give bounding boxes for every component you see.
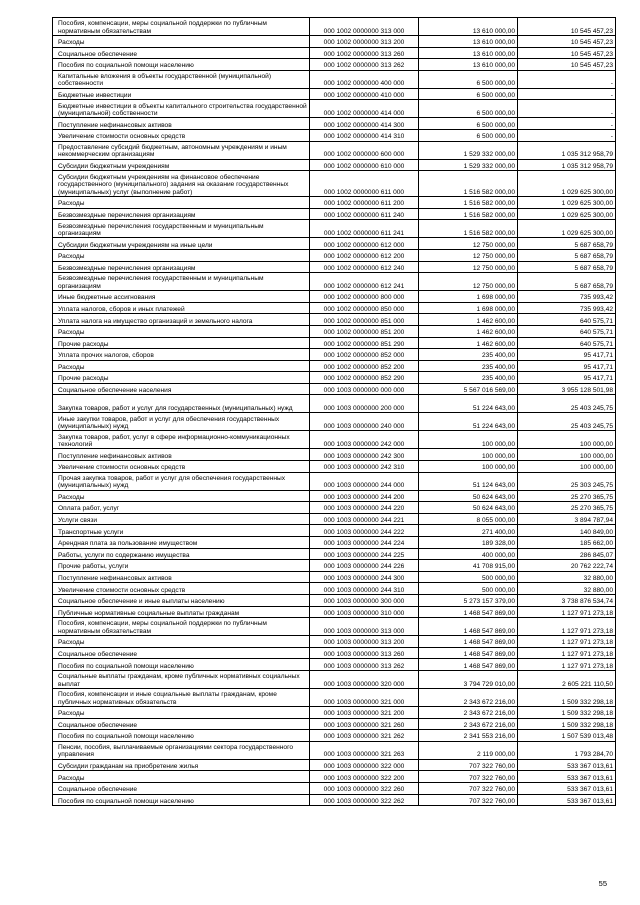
row-executed-amount: 185 662,00 bbox=[518, 537, 616, 549]
row-code: 000 1002 0000000 612 241 bbox=[310, 273, 419, 291]
row-name: Уплата налогов, сборов и иных платежей bbox=[53, 302, 310, 314]
table-row bbox=[53, 659, 616, 671]
table-row bbox=[53, 314, 616, 326]
row-name: Расходы bbox=[53, 636, 310, 648]
row-planned-amount: 707 322 760,00 bbox=[419, 771, 518, 783]
row-name: Оплата работ, услуг bbox=[53, 502, 310, 514]
row-executed-amount: 1 127 971 273,18 bbox=[518, 636, 616, 648]
budget-execution-table bbox=[52, 17, 616, 806]
row-name: Расходы bbox=[53, 771, 310, 783]
row-planned-amount: 1 468 547 869,00 bbox=[419, 659, 518, 671]
row-name: Пособия по социальной помощи населению bbox=[53, 794, 310, 806]
row-code: 000 1002 0000000 611 241 bbox=[310, 220, 419, 238]
row-name: Поступление нефинансовых активов bbox=[53, 118, 310, 130]
row-executed-amount: 25 303 245,75 bbox=[518, 472, 616, 490]
row-planned-amount: 13 610 000,00 bbox=[419, 36, 518, 48]
row-planned-amount: 2 119 000,00 bbox=[419, 741, 518, 759]
row-code: 000 1002 0000000 612 000 bbox=[310, 238, 419, 250]
row-planned-amount: 235 400,00 bbox=[419, 372, 518, 384]
row-executed-amount: 1 509 332 298,18 bbox=[518, 688, 616, 706]
row-executed-amount: 2 605 221 110,50 bbox=[518, 670, 616, 688]
row-code: 000 1003 0000000 244 300 bbox=[310, 571, 419, 583]
row-planned-amount: 6 500 000,00 bbox=[419, 70, 518, 88]
row-planned-amount: 1 529 332 000,00 bbox=[419, 159, 518, 171]
table-row bbox=[53, 118, 616, 130]
row-executed-amount: 1 127 971 273,18 bbox=[518, 618, 616, 636]
table-row bbox=[53, 88, 616, 100]
row-planned-amount: 13 610 000,00 bbox=[419, 47, 518, 59]
row-executed-amount: 3 738 876 534,74 bbox=[518, 595, 616, 607]
row-planned-amount: 707 322 760,00 bbox=[419, 794, 518, 806]
row-planned-amount: 1 462 600,00 bbox=[419, 337, 518, 349]
row-executed-amount: 1 127 971 273,18 bbox=[518, 659, 616, 671]
row-name: Иные бюджетные ассигнования bbox=[53, 291, 310, 303]
row-executed-amount: 1 035 312 958,79 bbox=[518, 159, 616, 171]
table-row bbox=[53, 741, 616, 759]
row-executed-amount: 5 687 658,79 bbox=[518, 249, 616, 261]
table-row bbox=[53, 18, 616, 36]
row-planned-amount: 12 750 000,00 bbox=[419, 273, 518, 291]
row-code: 000 1002 0000000 610 000 bbox=[310, 159, 419, 171]
row-name: Пенсии, пособия, выплачиваемые организациями сектора государственного управления bbox=[53, 741, 310, 759]
row-executed-amount: 1 035 312 958,79 bbox=[518, 141, 616, 159]
row-planned-amount: 1 698 000,00 bbox=[419, 302, 518, 314]
row-executed-amount: 533 367 013,61 bbox=[518, 782, 616, 794]
row-name: Увеличение стоимости основных средств bbox=[53, 129, 310, 141]
row-name: Транспортные услуги bbox=[53, 525, 310, 537]
row-executed-amount: - bbox=[518, 88, 616, 100]
table-row bbox=[53, 595, 616, 607]
row-executed-amount: 3 955 128 501,98 bbox=[518, 383, 616, 395]
row-planned-amount: 51 224 643,00 bbox=[419, 413, 518, 431]
row-planned-amount: 100 000,00 bbox=[419, 449, 518, 461]
row-code: 000 1002 0000000 852 000 bbox=[310, 349, 419, 361]
row-planned-amount: 6 500 000,00 bbox=[419, 88, 518, 100]
row-planned-amount: 500 000,00 bbox=[419, 583, 518, 595]
table-row bbox=[53, 431, 616, 449]
row-code: 000 1002 0000000 410 000 bbox=[310, 88, 419, 100]
row-executed-amount: 25 403 245,75 bbox=[518, 413, 616, 431]
row-name: Поступление нефинансовых активов bbox=[53, 449, 310, 461]
row-name: Прочие работы, услуги bbox=[53, 560, 310, 572]
row-name: Услуги связи bbox=[53, 513, 310, 525]
row-code: 000 1003 0000000 313 262 bbox=[310, 659, 419, 671]
row-name: Пособия по социальной помощи населению bbox=[53, 59, 310, 71]
row-planned-amount: 12 750 000,00 bbox=[419, 261, 518, 273]
table-row bbox=[53, 70, 616, 88]
row-planned-amount: 189 328,00 bbox=[419, 537, 518, 549]
row-name: Расходы bbox=[53, 360, 310, 372]
row-executed-amount: 1 029 625 300,00 bbox=[518, 220, 616, 238]
row-executed-amount: 25 270 365,75 bbox=[518, 490, 616, 502]
row-executed-amount: 10 545 457,23 bbox=[518, 59, 616, 71]
row-code: 000 1002 0000000 600 000 bbox=[310, 141, 419, 159]
table-row bbox=[53, 688, 616, 706]
table-row bbox=[53, 513, 616, 525]
table-row bbox=[53, 525, 616, 537]
table-row bbox=[53, 141, 616, 159]
page-number: 55 bbox=[598, 879, 607, 888]
table-row bbox=[53, 771, 616, 783]
row-code: 000 1003 0000000 310 000 bbox=[310, 606, 419, 618]
table-row bbox=[53, 472, 616, 490]
row-planned-amount: 100 000,00 bbox=[419, 431, 518, 449]
row-executed-amount: 5 687 658,79 bbox=[518, 273, 616, 291]
table-row bbox=[53, 171, 616, 197]
table-row bbox=[53, 718, 616, 730]
row-executed-amount: 1 029 625 300,00 bbox=[518, 171, 616, 197]
row-planned-amount: 12 750 000,00 bbox=[419, 238, 518, 250]
row-code: 000 1002 0000000 612 200 bbox=[310, 249, 419, 261]
table-row bbox=[53, 337, 616, 349]
row-code: 000 1003 0000000 321 000 bbox=[310, 688, 419, 706]
table-row bbox=[53, 647, 616, 659]
row-planned-amount: 8 055 000,00 bbox=[419, 513, 518, 525]
row-code: 000 1003 0000000 322 200 bbox=[310, 771, 419, 783]
row-name: Увеличение стоимости основных средств bbox=[53, 583, 310, 595]
row-name: Расходы bbox=[53, 325, 310, 337]
table-row bbox=[53, 349, 616, 361]
table-row bbox=[53, 782, 616, 794]
row-executed-amount: 735 993,42 bbox=[518, 291, 616, 303]
row-planned-amount: 50 624 643,00 bbox=[419, 490, 518, 502]
row-code: 000 1002 0000000 611 240 bbox=[310, 208, 419, 220]
row-code: 000 1003 0000000 244 221 bbox=[310, 513, 419, 525]
row-code: 000 1003 0000000 244 225 bbox=[310, 548, 419, 560]
table-row bbox=[53, 159, 616, 171]
row-executed-amount: - bbox=[518, 100, 616, 118]
row-name: Социальное обеспечение bbox=[53, 782, 310, 794]
row-planned-amount: 2 343 672 216,00 bbox=[419, 706, 518, 718]
table-row bbox=[53, 273, 616, 291]
row-planned-amount: 1 516 582 000,00 bbox=[419, 208, 518, 220]
row-name: Пособия, компенсации и иные социальные выплаты гражданам, кроме публичных нормативных обязательств bbox=[53, 688, 310, 706]
row-name: Безвозмездные перечисления государственным и муниципальным организациям bbox=[53, 220, 310, 238]
row-name: Закупка товаров, работ и услуг для государственных (муниципальных) нужд bbox=[53, 395, 310, 413]
row-executed-amount: 10 545 457,23 bbox=[518, 36, 616, 48]
row-planned-amount: 1 468 547 869,00 bbox=[419, 618, 518, 636]
row-name: Расходы bbox=[53, 249, 310, 261]
row-code: 000 1003 0000000 000 000 bbox=[310, 383, 419, 395]
row-executed-amount: 533 367 013,61 bbox=[518, 794, 616, 806]
table-row bbox=[53, 706, 616, 718]
row-code: 000 1002 0000000 611 200 bbox=[310, 197, 419, 209]
row-code: 000 1003 0000000 242 310 bbox=[310, 461, 419, 473]
row-executed-amount: 32 880,00 bbox=[518, 583, 616, 595]
row-name: Расходы bbox=[53, 36, 310, 48]
row-executed-amount: 10 545 457,23 bbox=[518, 47, 616, 59]
row-executed-amount: 25 270 365,75 bbox=[518, 502, 616, 514]
row-code: 000 1003 0000000 240 000 bbox=[310, 413, 419, 431]
row-name: Социальное обеспечение населения bbox=[53, 383, 310, 395]
row-name: Социальные выплаты гражданам, кроме публичных нормативных социальных выплат bbox=[53, 670, 310, 688]
row-code: 000 1003 0000000 244 222 bbox=[310, 525, 419, 537]
row-code: 000 1002 0000000 800 000 bbox=[310, 291, 419, 303]
row-executed-amount: 25 403 245,75 bbox=[518, 395, 616, 413]
row-code: 000 1003 0000000 242 300 bbox=[310, 449, 419, 461]
table-row bbox=[53, 36, 616, 48]
row-name: Уплата прочих налогов, сборов bbox=[53, 349, 310, 361]
row-planned-amount: 51 224 643,00 bbox=[419, 395, 518, 413]
row-executed-amount: 533 367 013,61 bbox=[518, 759, 616, 771]
row-planned-amount: 6 500 000,00 bbox=[419, 118, 518, 130]
row-planned-amount: 13 610 000,00 bbox=[419, 18, 518, 36]
row-name: Бюджетные инвестиции в объекты капитального строительства государственной (муниципальной) собственности bbox=[53, 100, 310, 118]
row-code: 000 1002 0000000 414 310 bbox=[310, 129, 419, 141]
row-executed-amount: 10 545 457,23 bbox=[518, 18, 616, 36]
row-planned-amount: 13 610 000,00 bbox=[419, 59, 518, 71]
row-name: Социальное обеспечение bbox=[53, 718, 310, 730]
row-name: Закупка товаров, работ, услуг в сфере информационно-коммуникационных технологий bbox=[53, 431, 310, 449]
table-row bbox=[53, 291, 616, 303]
row-executed-amount: 5 687 658,79 bbox=[518, 261, 616, 273]
table-row bbox=[53, 220, 616, 238]
row-planned-amount: 1 529 332 000,00 bbox=[419, 141, 518, 159]
row-name: Социальное обеспечение bbox=[53, 647, 310, 659]
row-code: 000 1003 0000000 244 310 bbox=[310, 583, 419, 595]
table-row bbox=[53, 794, 616, 806]
row-planned-amount: 235 400,00 bbox=[419, 360, 518, 372]
row-executed-amount: 533 367 013,61 bbox=[518, 771, 616, 783]
row-name: Пособия, компенсации, меры социальной поддержки по публичным нормативным обязательствам bbox=[53, 618, 310, 636]
row-name: Увеличение стоимости основных средств bbox=[53, 461, 310, 473]
row-executed-amount: 95 417,71 bbox=[518, 372, 616, 384]
row-executed-amount: 95 417,71 bbox=[518, 349, 616, 361]
row-name: Субсидии бюджетным учреждениям на иные цели bbox=[53, 238, 310, 250]
row-code: 000 1003 0000000 244 200 bbox=[310, 490, 419, 502]
row-executed-amount: 5 687 658,79 bbox=[518, 238, 616, 250]
row-name: Публичные нормативные социальные выплаты гражданам bbox=[53, 606, 310, 618]
row-executed-amount: 3 894 787,94 bbox=[518, 513, 616, 525]
row-executed-amount: 640 575,71 bbox=[518, 325, 616, 337]
row-name: Капитальные вложения в объекты государственной (муниципальной) собственности bbox=[53, 70, 310, 88]
row-code: 000 1003 0000000 313 000 bbox=[310, 618, 419, 636]
table-row bbox=[53, 395, 616, 413]
table-row bbox=[53, 129, 616, 141]
row-code: 000 1002 0000000 851 200 bbox=[310, 325, 419, 337]
row-code: 000 1003 0000000 321 260 bbox=[310, 718, 419, 730]
row-executed-amount: 1 127 971 273,18 bbox=[518, 647, 616, 659]
table-row bbox=[53, 490, 616, 502]
table-row bbox=[53, 606, 616, 618]
row-planned-amount: 707 322 760,00 bbox=[419, 759, 518, 771]
row-name: Пособия, компенсации, меры социальной поддержки по публичным нормативным обязательствам bbox=[53, 18, 310, 36]
table-row bbox=[53, 618, 616, 636]
row-executed-amount: 640 575,71 bbox=[518, 337, 616, 349]
row-name: Социальное обеспечение bbox=[53, 47, 310, 59]
table-row bbox=[53, 261, 616, 273]
row-name: Пособия по социальной помощи населению bbox=[53, 659, 310, 671]
table-row bbox=[53, 383, 616, 395]
row-name: Безвозмездные перечисления государственным и муниципальным организациям bbox=[53, 273, 310, 291]
row-code: 000 1002 0000000 313 000 bbox=[310, 18, 419, 36]
row-executed-amount: 286 845,07 bbox=[518, 548, 616, 560]
row-planned-amount: 1 516 582 000,00 bbox=[419, 171, 518, 197]
row-name: Пособия по социальной помощи населению bbox=[53, 730, 310, 742]
row-code: 000 1003 0000000 242 000 bbox=[310, 431, 419, 449]
row-name: Субсидии бюджетным учреждениям на финансовое обеспечение государственного (муниципального) задания на оказание государственных (муниципальных) услуг (выполнение работ) bbox=[53, 171, 310, 197]
row-code: 000 1003 0000000 244 220 bbox=[310, 502, 419, 514]
row-code: 000 1002 0000000 313 262 bbox=[310, 59, 419, 71]
row-name: Безвозмездные перечисления организациям bbox=[53, 208, 310, 220]
row-executed-amount: 640 575,71 bbox=[518, 314, 616, 326]
table-row bbox=[53, 759, 616, 771]
table-row bbox=[53, 502, 616, 514]
table-row bbox=[53, 325, 616, 337]
table-row bbox=[53, 537, 616, 549]
row-name: Бюджетные инвестиции bbox=[53, 88, 310, 100]
row-planned-amount: 707 322 760,00 bbox=[419, 782, 518, 794]
row-planned-amount: 2 343 672 216,00 bbox=[419, 688, 518, 706]
table-row bbox=[53, 461, 616, 473]
row-name: Прочие расходы bbox=[53, 372, 310, 384]
table-row bbox=[53, 583, 616, 595]
table-row bbox=[53, 730, 616, 742]
row-code: 000 1002 0000000 313 200 bbox=[310, 36, 419, 48]
row-code: 000 1002 0000000 414 000 bbox=[310, 100, 419, 118]
row-code: 000 1002 0000000 612 240 bbox=[310, 261, 419, 273]
row-executed-amount: - bbox=[518, 118, 616, 130]
row-planned-amount: 12 750 000,00 bbox=[419, 249, 518, 261]
row-code: 000 1003 0000000 321 262 bbox=[310, 730, 419, 742]
row-executed-amount: 100 000,00 bbox=[518, 461, 616, 473]
table-row bbox=[53, 208, 616, 220]
row-planned-amount: 2 343 672 216,00 bbox=[419, 718, 518, 730]
table-row bbox=[53, 100, 616, 118]
row-planned-amount: 5 273 157 379,00 bbox=[419, 595, 518, 607]
budget-table-page bbox=[52, 17, 613, 806]
row-code: 000 1003 0000000 244 000 bbox=[310, 472, 419, 490]
table-row bbox=[53, 360, 616, 372]
row-planned-amount: 50 624 643,00 bbox=[419, 502, 518, 514]
row-name: Субсидии гражданам на приобретение жилья bbox=[53, 759, 310, 771]
row-executed-amount: 100 000,00 bbox=[518, 449, 616, 461]
row-code: 000 1003 0000000 322 000 bbox=[310, 759, 419, 771]
row-code: 000 1002 0000000 851 000 bbox=[310, 314, 419, 326]
row-code: 000 1003 0000000 200 000 bbox=[310, 395, 419, 413]
table-row bbox=[53, 47, 616, 59]
row-code: 000 1003 0000000 322 260 bbox=[310, 782, 419, 794]
row-executed-amount: 32 880,00 bbox=[518, 571, 616, 583]
row-executed-amount: 1 793 284,70 bbox=[518, 741, 616, 759]
row-planned-amount: 6 500 000,00 bbox=[419, 129, 518, 141]
row-code: 000 1003 0000000 244 224 bbox=[310, 537, 419, 549]
table-row bbox=[53, 571, 616, 583]
row-planned-amount: 5 567 016 569,00 bbox=[419, 383, 518, 395]
row-executed-amount: 1 507 539 013,48 bbox=[518, 730, 616, 742]
row-name: Расходы bbox=[53, 197, 310, 209]
row-planned-amount: 1 516 582 000,00 bbox=[419, 220, 518, 238]
row-executed-amount: 95 417,71 bbox=[518, 360, 616, 372]
row-name: Работы, услуги по содержанию имущества bbox=[53, 548, 310, 560]
row-planned-amount: 1 468 547 869,00 bbox=[419, 647, 518, 659]
row-code: 000 1003 0000000 321 263 bbox=[310, 741, 419, 759]
row-code: 000 1002 0000000 852 290 bbox=[310, 372, 419, 384]
row-code: 000 1002 0000000 313 260 bbox=[310, 47, 419, 59]
row-name: Прочие расходы bbox=[53, 337, 310, 349]
row-code: 000 1002 0000000 611 000 bbox=[310, 171, 419, 197]
row-name: Иные закупки товаров, работ и услуг для обеспечения государственных (муниципальных) нужд bbox=[53, 413, 310, 431]
row-planned-amount: 400 000,00 bbox=[419, 548, 518, 560]
row-planned-amount: 1 698 000,00 bbox=[419, 291, 518, 303]
row-code: 000 1002 0000000 850 000 bbox=[310, 302, 419, 314]
row-planned-amount: 1 468 547 869,00 bbox=[419, 636, 518, 648]
row-name: Расходы bbox=[53, 490, 310, 502]
row-executed-amount: 735 993,42 bbox=[518, 302, 616, 314]
row-planned-amount: 235 400,00 bbox=[419, 349, 518, 361]
row-planned-amount: 3 794 729 010,00 bbox=[419, 670, 518, 688]
row-code: 000 1002 0000000 400 000 bbox=[310, 70, 419, 88]
row-name: Уплата налога на имущество организаций и земельного налога bbox=[53, 314, 310, 326]
row-executed-amount: 100 000,00 bbox=[518, 431, 616, 449]
row-planned-amount: 51 124 643,00 bbox=[419, 472, 518, 490]
row-executed-amount: - bbox=[518, 70, 616, 88]
row-planned-amount: 1 462 600,00 bbox=[419, 325, 518, 337]
row-name: Расходы bbox=[53, 706, 310, 718]
row-executed-amount: 1 029 625 300,00 bbox=[518, 197, 616, 209]
row-code: 000 1002 0000000 851 290 bbox=[310, 337, 419, 349]
row-planned-amount: 1 468 547 869,00 bbox=[419, 606, 518, 618]
table-row bbox=[53, 238, 616, 250]
row-planned-amount: 2 341 553 216,00 bbox=[419, 730, 518, 742]
table-row bbox=[53, 449, 616, 461]
row-executed-amount: - bbox=[518, 129, 616, 141]
table-row bbox=[53, 249, 616, 261]
table-row bbox=[53, 197, 616, 209]
row-name: Субсидии бюджетным учреждениям bbox=[53, 159, 310, 171]
row-executed-amount: 1 509 332 298,18 bbox=[518, 718, 616, 730]
table-row bbox=[53, 636, 616, 648]
row-code: 000 1003 0000000 244 226 bbox=[310, 560, 419, 572]
row-executed-amount: 1 029 625 300,00 bbox=[518, 208, 616, 220]
row-name: Арендная плата за пользование имуществом bbox=[53, 537, 310, 549]
row-planned-amount: 100 000,00 bbox=[419, 461, 518, 473]
table-row bbox=[53, 59, 616, 71]
row-code: 000 1003 0000000 320 000 bbox=[310, 670, 419, 688]
row-code: 000 1003 0000000 321 200 bbox=[310, 706, 419, 718]
row-executed-amount: 1 127 971 273,18 bbox=[518, 606, 616, 618]
row-name: Социальное обеспечение и иные выплаты населению bbox=[53, 595, 310, 607]
row-code: 000 1003 0000000 313 260 bbox=[310, 647, 419, 659]
row-planned-amount: 500 000,00 bbox=[419, 571, 518, 583]
row-code: 000 1002 0000000 852 200 bbox=[310, 360, 419, 372]
table-row bbox=[53, 413, 616, 431]
table-row bbox=[53, 560, 616, 572]
row-planned-amount: 1 516 582 000,00 bbox=[419, 197, 518, 209]
row-code: 000 1002 0000000 414 300 bbox=[310, 118, 419, 130]
table-row bbox=[53, 372, 616, 384]
table-row bbox=[53, 670, 616, 688]
row-planned-amount: 271 400,00 bbox=[419, 525, 518, 537]
row-name: Предоставление субсидий бюджетным, автономным учреждениям и иным некоммерческим организациям bbox=[53, 141, 310, 159]
row-code: 000 1003 0000000 300 000 bbox=[310, 595, 419, 607]
row-planned-amount: 6 500 000,00 bbox=[419, 100, 518, 118]
row-planned-amount: 1 462 600,00 bbox=[419, 314, 518, 326]
row-code: 000 1003 0000000 313 200 bbox=[310, 636, 419, 648]
table-row bbox=[53, 548, 616, 560]
row-executed-amount: 20 762 222,74 bbox=[518, 560, 616, 572]
row-name: Прочая закупка товаров, работ и услуг для обеспечения государственных (муниципальных) нужд bbox=[53, 472, 310, 490]
row-code: 000 1003 0000000 322 262 bbox=[310, 794, 419, 806]
row-executed-amount: 1 509 332 298,18 bbox=[518, 706, 616, 718]
row-name: Безвозмездные перечисления организациям bbox=[53, 261, 310, 273]
row-name: Поступление нефинансовых активов bbox=[53, 571, 310, 583]
table-row bbox=[53, 302, 616, 314]
row-executed-amount: 140 849,00 bbox=[518, 525, 616, 537]
row-planned-amount: 41 708 915,00 bbox=[419, 560, 518, 572]
